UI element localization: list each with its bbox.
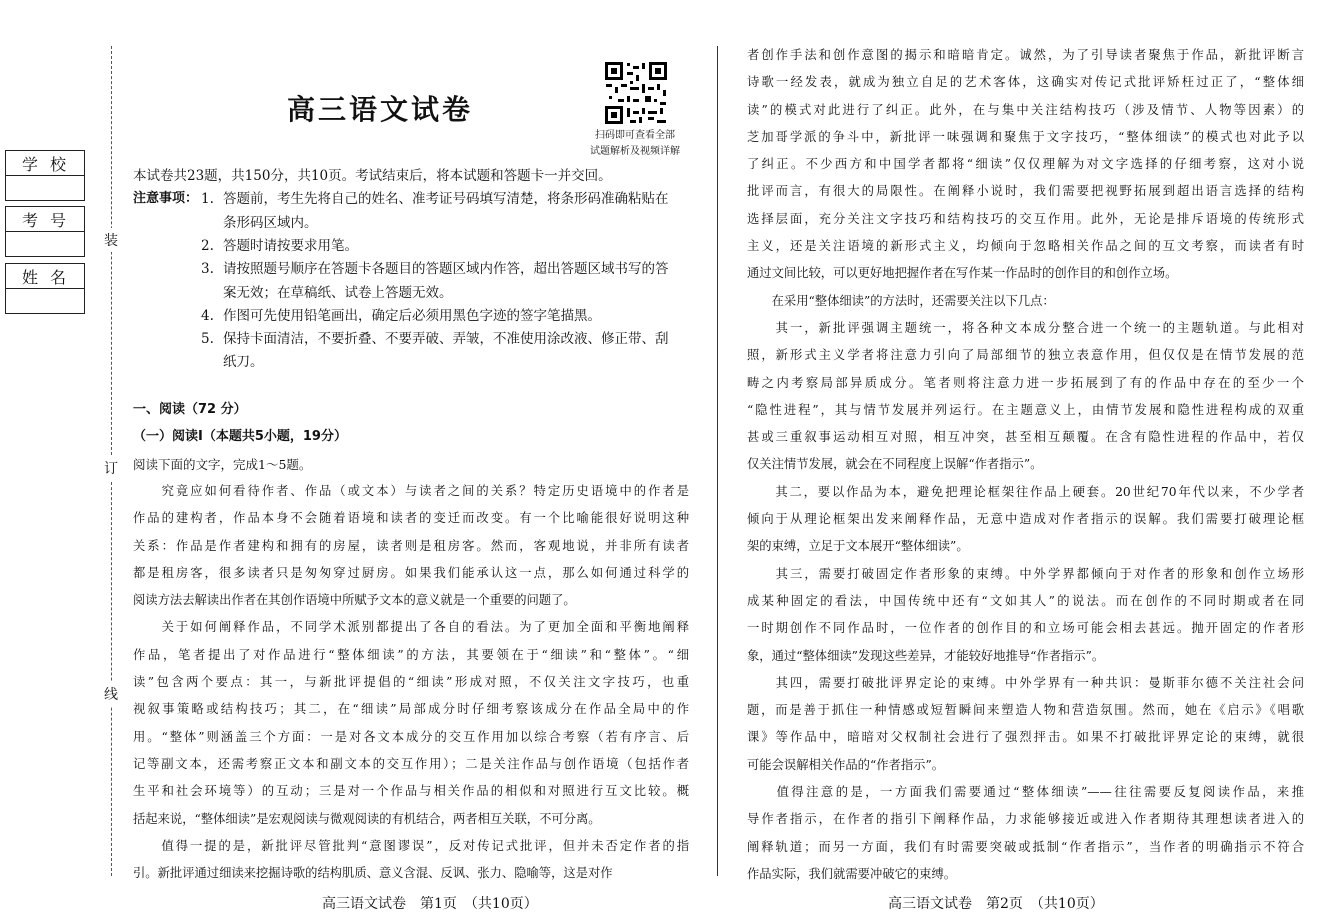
qr-code-icon[interactable] — [603, 60, 669, 126]
passage-line: 课》等作品中，暗暗对父权制社会进行了强烈抨击。如果不打破批评界定论的束缚，就很 — [747, 730, 1304, 745]
binding-mark-ding: 订 — [104, 456, 118, 480]
passage-line: 用。“整体”则涵盖三个方面：一是对各文本成分的交互作用加以综合考察（若有序言、后 — [133, 729, 689, 744]
passage-line: 导作者指示，在作者的指引下阐释作品，力求能够接近或进入作者期待其理想读者进入的 — [747, 812, 1304, 827]
exam-number-label: 考号 — [6, 207, 84, 232]
name-field[interactable] — [5, 263, 85, 314]
note-number: 3. — [201, 261, 214, 277]
binding-mark-zhuang: 装 — [104, 228, 118, 252]
name-label: 姓名 — [6, 264, 84, 289]
binding-mark-xian: 线 — [104, 682, 118, 706]
exam-number-field[interactable] — [5, 206, 85, 257]
passage-line: 芝加哥学派的争斗中，新批评一味强调和聚焦于文字技巧，“整体细读”的模式也对此予以 — [747, 129, 1304, 144]
school-field[interactable] — [5, 150, 85, 201]
passage-line: 者创作手法和创作意图的揭示和暗暗肯定。诚然，为了引导读者聚焦于作品，新批评断言 — [747, 48, 1304, 62]
passage-line: 关系：作品是作者建构和拥有的房屋，读者则是租房客。然而，客观地说，并非所有读者 — [133, 538, 689, 553]
page2-footer: 高三语文试卷 第2页 （共10页） — [888, 896, 1104, 912]
name-input[interactable] — [6, 289, 84, 313]
reading-passage-page1 — [133, 478, 689, 887]
passage-line: 象，通过“整体细读”发现这些差异，才能较好地推导“作者指示”。 — [747, 648, 1105, 663]
passage-line: 成某种固定的看法，中国传统中还有“文如其人”的说法。而在创作的不同时期或者在同 — [747, 593, 1304, 608]
passage-line: 都是租房客，很多读者只是匆匆穿过厨房。如果我们能承认这一点，那么如何通过科学的 — [133, 565, 689, 580]
passage-line: “隐性进程”，其与情节发展并列运行。在主题意义上，由情节发展和隐性进程构成的双重 — [747, 402, 1304, 417]
school-label: 学校 — [6, 151, 84, 176]
passage-line: 值得一提的是，新批评尽管批判“意图谬误”，反对传记式批评，但并未否定作者的指 — [133, 838, 689, 853]
passage-line: 读”的模式对此进行了纠正。此外，在与集中关注结构技巧（涉及情节、人物等因素）的 — [747, 102, 1304, 117]
passage-line: 诗歌一经发表，就成为独立自足的艺术客体，这确实对传记式批评矫枉过正了，“整体细 — [747, 75, 1304, 90]
note-text: 答题前，考生先将自己的姓名、准考证号码填写清楚，将条形码准确粘贴在 — [223, 191, 669, 207]
note-text: 条形码区域内。 — [223, 215, 318, 231]
passage-line: 作品实际，我们就需要冲破它的束缚。 — [747, 866, 957, 881]
passage-line: 其四，需要打破批评界定论的束缚。中外学界有一种共识：曼斯菲尔德不关注社会问 — [747, 675, 1304, 690]
exam-intro: 本试卷共23题，共150分，共10页。考试结束后，将本试题和答题卡一并交回。 — [133, 168, 612, 184]
passage-line: 读”包含两个要点：其一，与新批评提倡的“细读”形成对照，不仅关注文字技巧，也重 — [133, 675, 689, 690]
subsection-heading: （一）阅读Ⅰ（本题共5小题，19分） — [133, 429, 347, 444]
passage-line: 记等副文本，还需考察正文本和副文本的交互作用）；二是关注作品与创作语境（包括作者 — [133, 756, 689, 771]
passage-line: 了纠正。不少西方和中国学者都将“细读”仅仅理解为对文字选择的仔细考察，这对小说 — [747, 157, 1304, 172]
passage-line: 究竟应如何看待作者、作品（或文本）与读者之间的关系？特定历史语境中的作者是 — [133, 484, 689, 498]
passage-line: 仅关注情节发展，就会在不同程度上误解“作者指示”。 — [747, 457, 1043, 472]
notes-label: 注意事项： — [133, 191, 199, 206]
exam-number-input[interactable] — [6, 232, 84, 256]
passage-line: 值得注意的是，一方面我们需要通过“整体细读”——往往需要反复阅读作品，来推 — [747, 785, 1304, 800]
passage-line: 选择层面，充分关注文字技巧和结构技巧的交互作用。此外，无论是排斥语境的传统形式 — [747, 211, 1304, 226]
exam-title: 高三语文试卷 — [287, 93, 474, 126]
school-input[interactable] — [6, 176, 84, 200]
passage-line: 甚或三重叙事运动相互对照，相互冲突，甚至相互颠覆。在含有隐性进程的作品中，若仅 — [747, 430, 1304, 445]
passage-line: 作品，笔者提出了对作品进行“整体细读”的方法，其要领在于“细读”和“整体”。“细 — [133, 647, 689, 662]
passage-line: 照，新形式主义学者将注意力引向了局部细节的独立表意作用，但仅仅是在情节发展的范 — [747, 348, 1304, 363]
passage-line: 通过文间比较，可以更好地把握作者在写作某一作品时的创作目的和创作立场。 — [747, 266, 1178, 281]
passage-line: 引。新批评通过细读来挖掘诗歌的结构肌质、意义含混、反讽、张力、隐喻等，这是对作 — [133, 866, 613, 881]
note-text: 答题时请按要求用笔。 — [223, 238, 358, 254]
note-number: 4. — [201, 308, 214, 324]
passage-line: 畴之内考察局部异质成分。笔者则将注意力进一步拓展到了有的作品中存在的至少一个 — [747, 375, 1304, 390]
passage-line: 主义，还是关注语境的新形式主义，均倾向于忽略相关作品之间的互文考察，而读者有时 — [747, 239, 1304, 254]
passage-line: 阐释轨道；而另一方面，我们有时需要突破或抵制“作者指示”，当作者的明确指示不符合 — [747, 839, 1304, 854]
passage-line: 视叙事策略或结构技巧；其二，在“细读”局部成分时仔细考察该成分在作品全局中的作 — [133, 702, 689, 717]
passage-line: 关于如何阐释作品，不同学术派别都提出了各自的看法。为了更加全面和平衡地阐释 — [133, 620, 689, 635]
reading-instruction: 阅读下面的文字，完成1～5题。 — [133, 457, 312, 472]
page1-footer: 高三语文试卷 第1页 （共10页） — [322, 896, 538, 912]
passage-line: 其一，新批评强调主题统一，将各种文本成分整合进一个统一的主题轨道。与此相对 — [747, 320, 1304, 335]
passage-line: 阅读方法去解读出作者在其创作语境中所赋予文本的意义就是一个重要的问题了。 — [133, 593, 576, 608]
passage-line: 一时期创作不同作品时，一位作者的创作目的和立场可能会相去甚远。抛开固定的作者形 — [747, 621, 1304, 636]
passage-line: 架的束缚，立足于文本展开“整体细读”。 — [747, 539, 969, 554]
passage-line: 其二，要以作品为本，避免把理论框架往作品上硬套。20世纪70年代以来，不少学者 — [747, 484, 1304, 499]
note-text: 保持卡面清洁，不要折叠、不要弄破、弄皱，不准使用涂改液、修正带、刮 — [223, 331, 669, 347]
note-number: 5. — [201, 331, 214, 347]
qr-caption-line: 试题解析及视频详解 — [590, 146, 680, 157]
note-number: 1. — [201, 191, 214, 207]
note-text: 请按照题号顺序在答题卡各题目的答题区域内作答，超出答题区域书写的答 — [223, 261, 669, 277]
passage-line: 批评而言，有很大的局限性。在阐释小说时，我们需要把视野拓展到超出语言选择的结构 — [747, 184, 1304, 199]
section-heading: 一、阅读（72 分） — [133, 402, 247, 417]
passage-line: 其三，需要打破固定作者形象的束缚。中外学界都倾向于对作者的形象和创作立场形 — [747, 566, 1304, 581]
passage-line: 题，而是善于抓住一种情感或短暂瞬间来塑造人物和营造氛围。然而，她在《启示》《唱歌 — [747, 703, 1304, 718]
passage-line: 在采用“整体细读”的方法时，还需要关注以下几点： — [747, 293, 1055, 308]
passage-line: 括起来说，“整体细读”是宏观阅读与微观阅读的有机结合，两者相互关联，不可分离。 — [133, 811, 601, 826]
passage-line: 作品的建构者，作品本身不会随着语境和读者的变迁而改变。有一个比喻能很好说明这种 — [133, 511, 689, 526]
note-text: 案无效；在草稿纸、试卷上答题无效。 — [223, 285, 453, 301]
reading-passage-page2 — [747, 42, 1304, 888]
passage-line: 倾向于从理论框架出发来阐释作品，无意中造成对作者指示的误解。我们需要打破理论框 — [747, 512, 1304, 527]
passage-line: 生平和社会环境等）的互动；三是对一个作品与相关作品的相似和对照进行互文比较。概 — [133, 784, 689, 799]
passage-line: 可能会误解相关作品的“作者指示”。 — [747, 757, 945, 772]
note-number: 2. — [201, 238, 214, 254]
note-text: 作图可先使用铅笔画出，确定后必须用黑色字迹的签字笔描黑。 — [223, 308, 601, 324]
page-divider — [717, 46, 718, 876]
qr-caption-line: 扫码即可查看全部 — [595, 130, 675, 141]
note-text: 纸刀。 — [223, 354, 264, 370]
qr-caption — [575, 128, 695, 160]
